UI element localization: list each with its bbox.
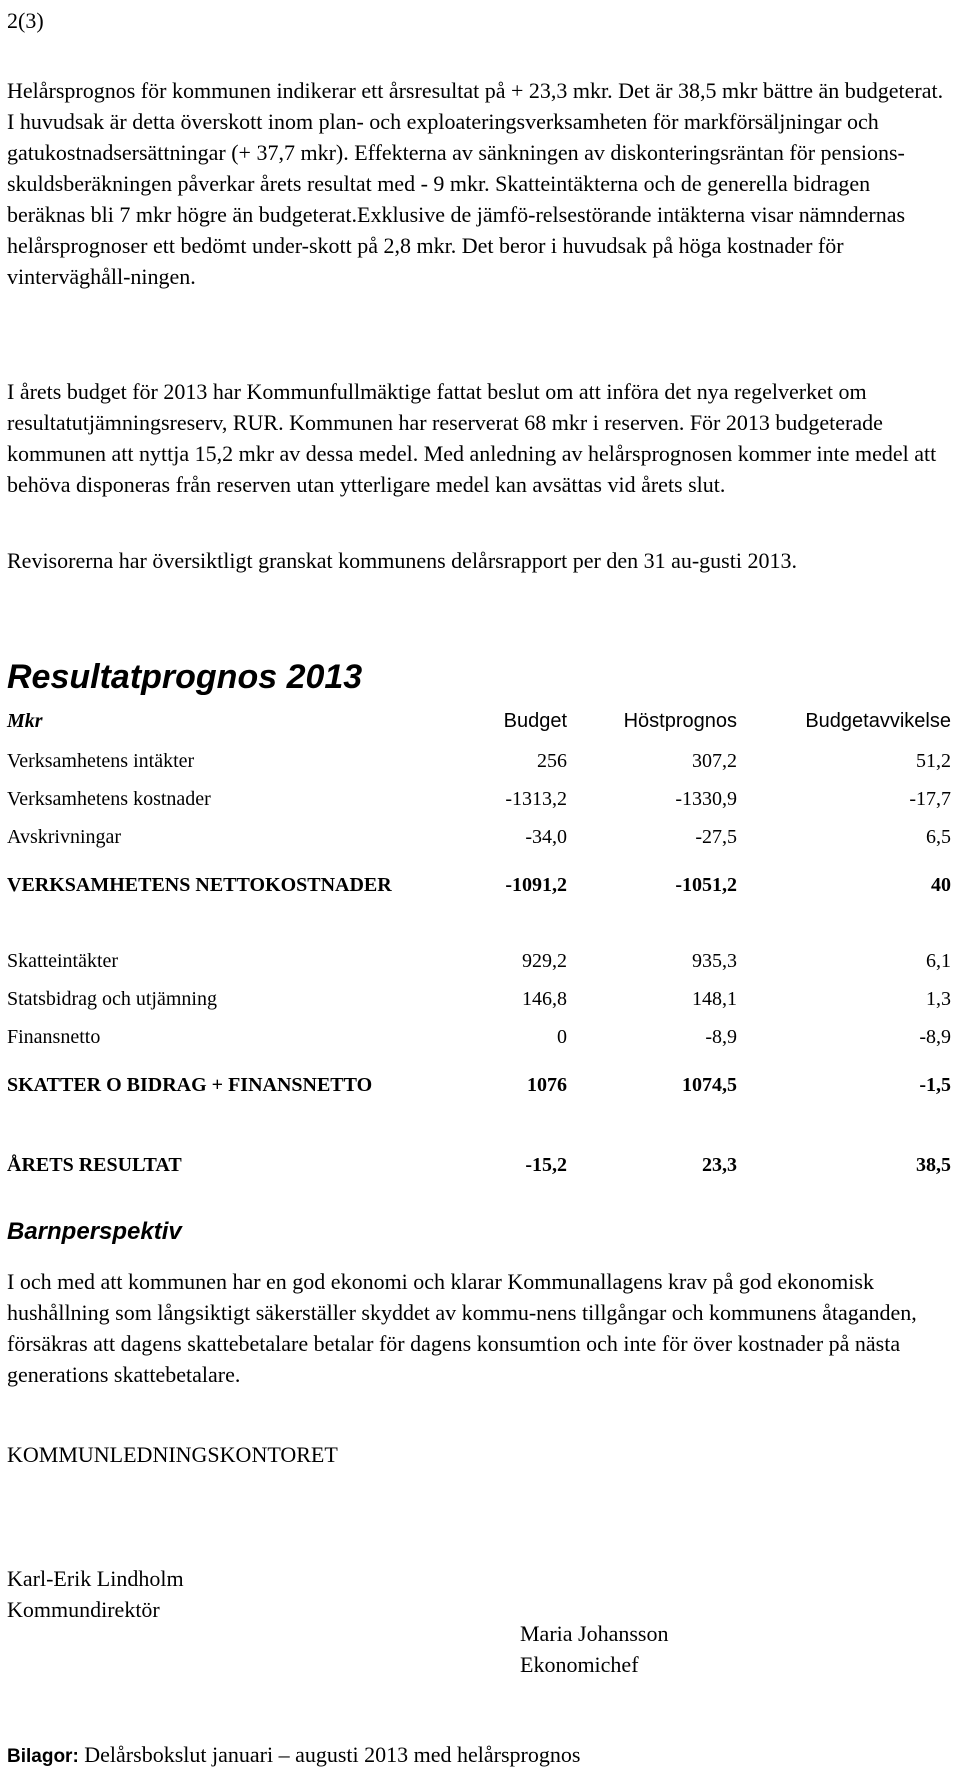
cell-budget: 929,2 [522, 949, 567, 972]
header-mkr: Mkr [7, 709, 43, 732]
table-row [7, 742, 951, 780]
header-deviation: Budgetavvikelse [805, 709, 951, 732]
row-label: Avskrivningar [7, 825, 122, 848]
table-row [7, 942, 951, 980]
row-label: SKATTER O BIDRAG + FINANSNETTO [7, 1073, 373, 1096]
cell-budget: 0 [557, 1025, 567, 1048]
cell-forecast: 23,3 [702, 1153, 737, 1176]
result-forecast-title: Resultatprognos 2013 [7, 658, 363, 696]
signatory-name: Maria Johansson [520, 1621, 669, 1646]
cell-budget: -1313,2 [505, 787, 567, 810]
signatory-name: Karl-Erik Lindholm [7, 1566, 184, 1591]
cell-budget: 146,8 [522, 987, 567, 1010]
attachments-text: Delårsbokslut januari – augusti 2013 med helårsprognos [84, 1742, 581, 1767]
table-row [7, 818, 951, 856]
cell-deviation: 6,5 [926, 825, 951, 848]
cell-forecast: 148,1 [692, 987, 737, 1010]
row-label: Finansnetto [7, 1025, 101, 1048]
cell-deviation: -8,9 [919, 1025, 951, 1048]
table-row-total [7, 1136, 951, 1194]
audit-paragraph: Revisorerna har översiktligt granskat kommunens delårsrapport per den 31 au-gusti 2013. [7, 548, 797, 573]
cell-forecast: 1074,5 [682, 1073, 737, 1096]
cell-budget: -15,2 [525, 1153, 567, 1176]
table-row [7, 1018, 951, 1056]
signatory-title: Kommundirektör [7, 1597, 160, 1622]
cell-deviation: -1,5 [919, 1073, 951, 1096]
table-row [7, 980, 951, 1018]
table-spacer [7, 914, 951, 942]
cell-deviation: 51,2 [916, 749, 951, 772]
cell-budget: -34,0 [525, 825, 567, 848]
cell-forecast: -8,9 [705, 1025, 737, 1048]
intro-paragraph: Helårsprognos för kommunen indikerar ett årsresultat på + 23,3 mkr. Det är 38,5 mkr bättre än budgeterat. I huvudsak är detta överskott inom plan- och exploateringsverksamheten för markförsäljningar och gatukostnadsersättningar (+ 37,7 mkr). Effekterna av sänkningen av diskonteringsräntan för pensions-skuldsberäkningen påverkar årets resultat med - 9 mkr. Skatteintäkterna och de generella bidragen beräknas bli 7 mkr högre än budgeterat.Exklusive de jämfö-relsestörande intäkterna visar nämndernas helårsprognoser ett bedömt under-skott på 2,8 mkr. Det beror i huvudsak på höga kostnader för vinterväghåll-ningen. [7, 78, 944, 289]
table-spacer [7, 1114, 951, 1136]
cell-budget: 1076 [527, 1073, 567, 1096]
attachments-line [7, 1742, 580, 1768]
table-row-subtotal [7, 856, 951, 914]
cell-deviation: 38,5 [916, 1153, 951, 1176]
cell-forecast: 307,2 [692, 749, 737, 772]
reserve-paragraph: I årets budget för 2013 har Kommunfullmäktige fattat beslut om att införa det nya regelverket om resultatutjämningsreserv, RUR. Kommunen har reserverat 68 mkr i reserven. För 2013 budgeterade kommunen att nyttja 15,2 mkr av dessa medel. Med anledning av helårsprognosen kommer inte medel att behöva disponeras från reserven utan ytterligare medel kan avsättas vid årets slut. [7, 379, 937, 497]
department-name: KOMMUNLEDNINGSKONTORET [7, 1442, 338, 1467]
cell-forecast: -1330,9 [675, 787, 737, 810]
result-forecast-table [7, 700, 951, 1194]
row-label: Verksamhetens intäkter [7, 749, 195, 772]
cell-budget: 256 [537, 749, 567, 772]
header-forecast: Höstprognos [623, 709, 737, 732]
cell-forecast: -27,5 [695, 825, 737, 848]
row-label: ÅRETS RESULTAT [7, 1153, 182, 1176]
page-number: 2(3) [7, 8, 44, 33]
child-perspective-paragraph: I och med att kommunen har en god ekonomi och klarar Kommunallagens krav på god ekonomisk hushållning som långsiktigt säkerställer skyddet av kommu-nens tillgångar och kommunens åtaganden, försäkras att dagens skattebetalare betalar för dagens konsumtion och inte för över kostnader på nästa generations skattebetalare. [7, 1269, 917, 1387]
cell-deviation: 1,3 [926, 987, 951, 1010]
table-row [7, 780, 951, 818]
row-label: Statsbidrag och utjämning [7, 987, 217, 1010]
cell-forecast: -1051,2 [675, 873, 737, 896]
signatory-title: Ekonomichef [520, 1652, 639, 1677]
cell-budget: -1091,2 [505, 873, 567, 896]
table-row-subtotal [7, 1056, 951, 1114]
signature-block-2 [520, 1618, 668, 1680]
header-budget: Budget [503, 709, 567, 732]
row-label: VERKSAMHETENS NETTOKOSTNADER [7, 873, 392, 896]
attachments-label: Bilagor: [7, 1746, 79, 1767]
row-label: Skatteintäkter [7, 949, 119, 972]
cell-deviation: 6,1 [926, 949, 951, 972]
cell-deviation: 40 [931, 873, 951, 896]
signature-block-1 [7, 1563, 184, 1625]
table-header-row [7, 700, 951, 742]
cell-forecast: 935,3 [692, 949, 737, 972]
child-perspective-title: Barnperspektiv [7, 1218, 182, 1245]
cell-deviation: -17,7 [909, 787, 951, 810]
row-label: Verksamhetens kostnader [7, 787, 211, 810]
